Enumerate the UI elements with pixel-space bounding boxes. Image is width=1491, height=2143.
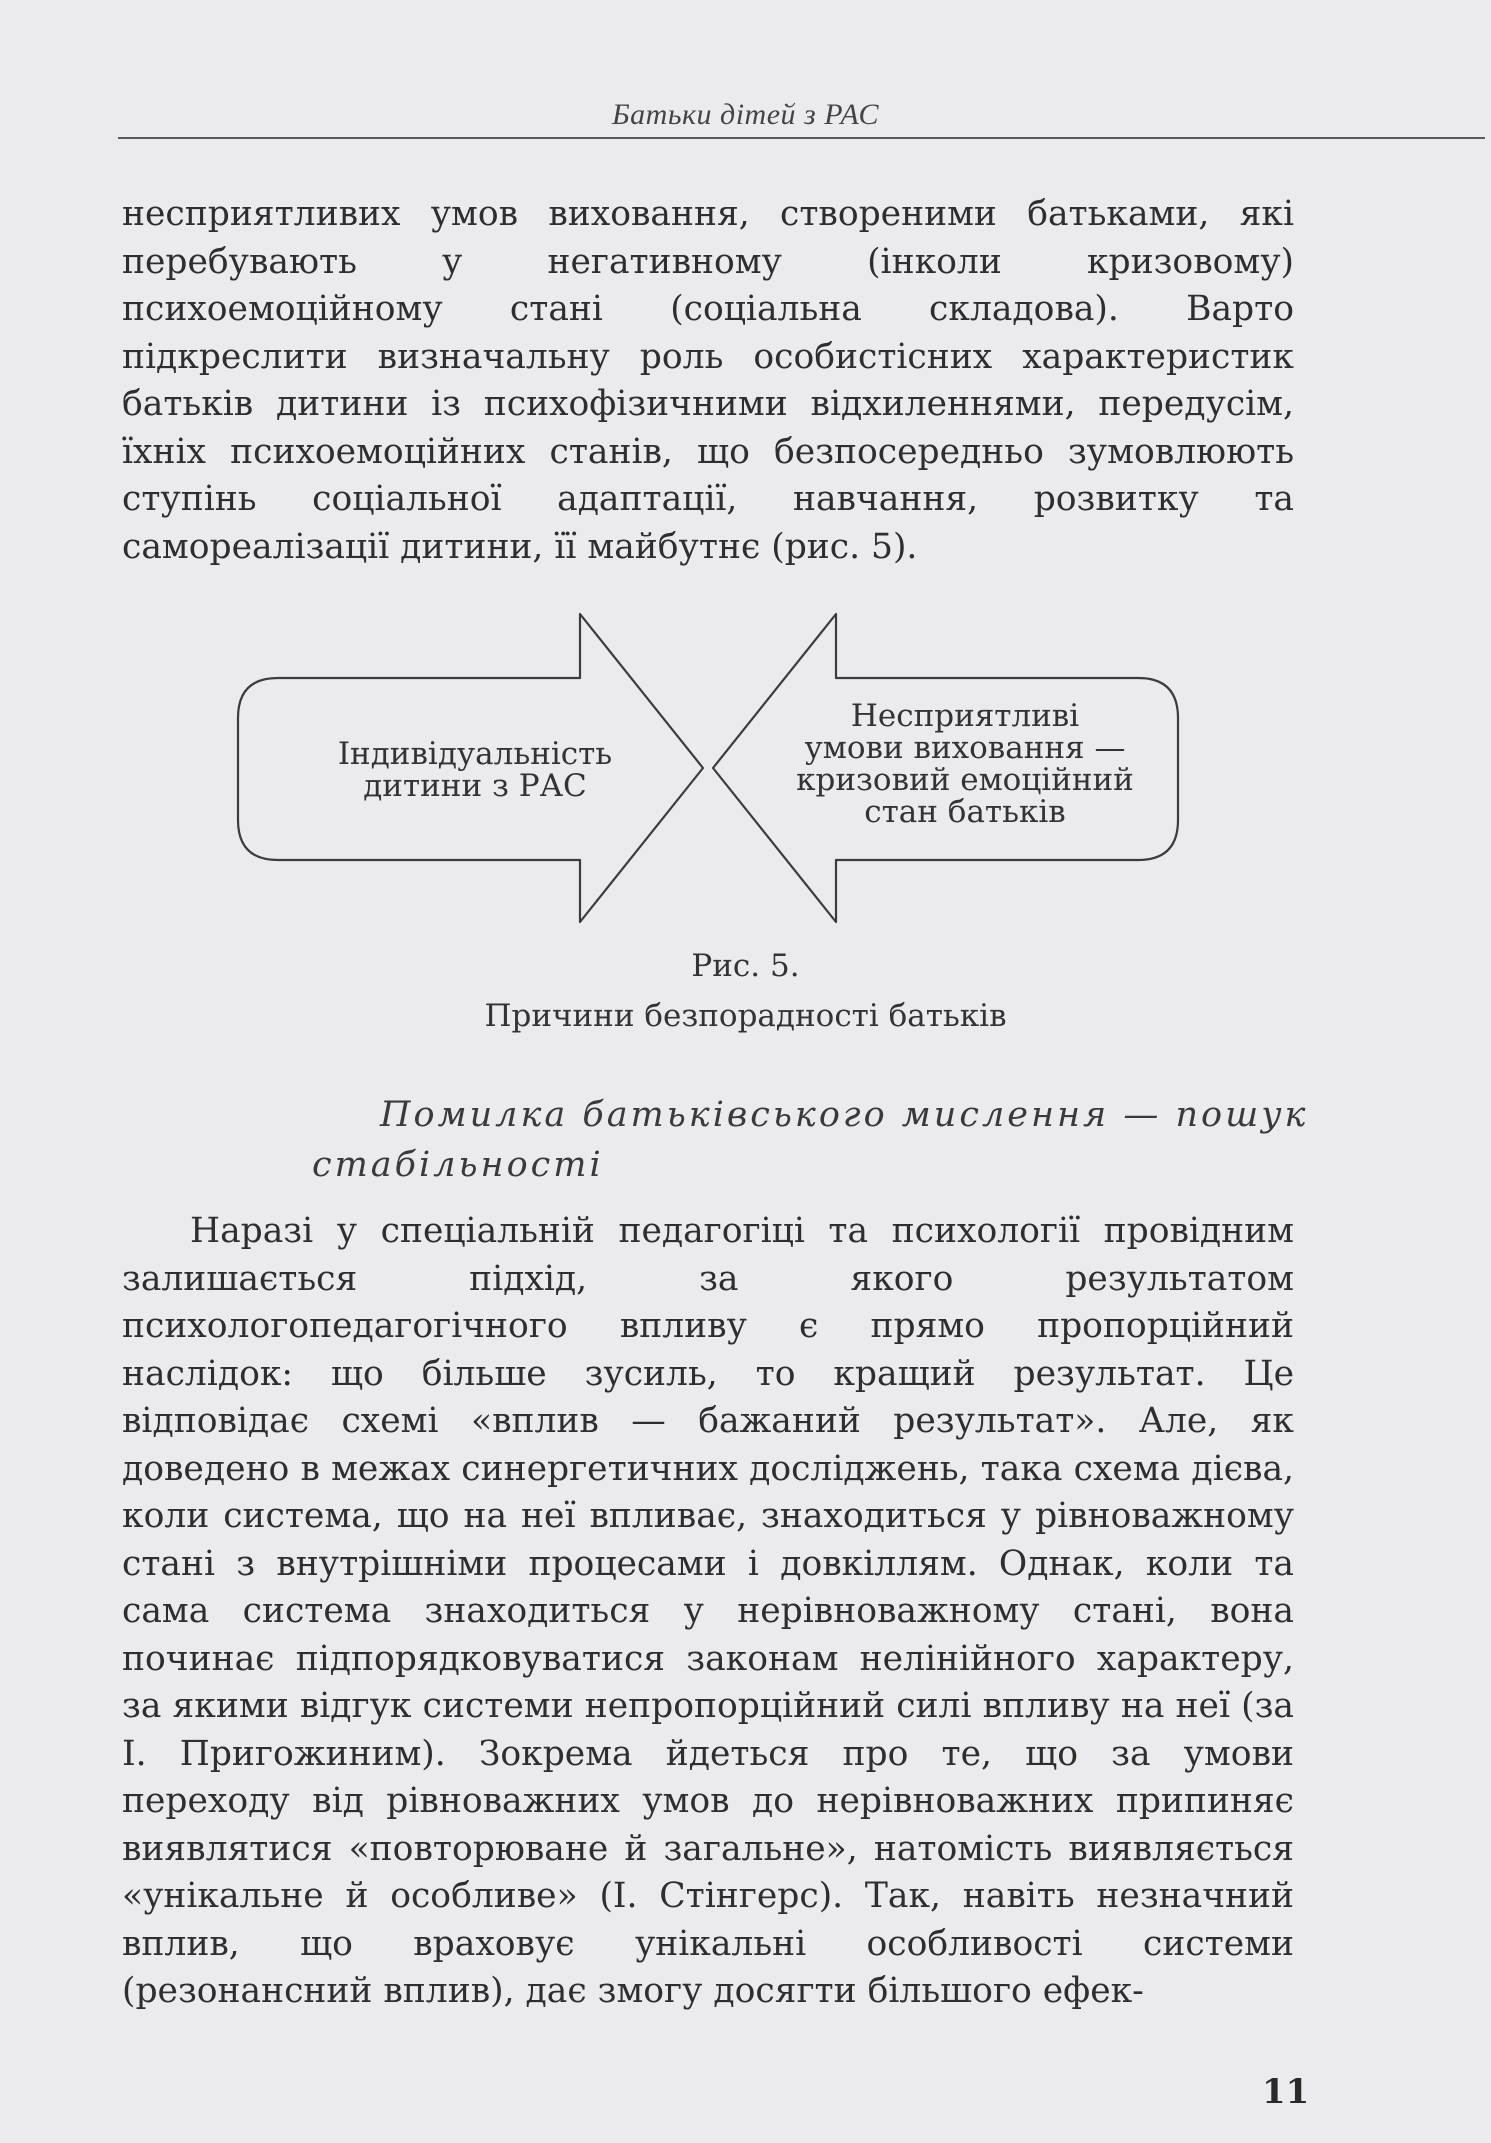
body-paragraph-1: несприятливих умов виховання, створеними батьками, які перебувають у негативному (інколи кризовому) психоемоційному стані (соціальна складова). Варто підкреслити визначальну роль особистісних характеристик батьків дитини із психофізичними відхиленнями, передусім, їхніх психоемоційних станів, що безпосередньо зумовлюють ступінь соціальної адаптації, навчання, розвитку та самореалізації дитини, її майбутнє (рис. 5). (122, 194, 1294, 567)
body-paragraph-2: Наразі у спеціальній педагогіці та психології провідним залишається підхід, за якого результатом психологопедагогічного впливу є прямо пропорційний наслідок: що більше зусиль, то кращий результат. Це відповідає схемі «вплив — бажаний результат». Але, як доведено в межах синергетичних досліджень, така схема дієва, коли система, що на неї впливає, знаходиться у рівноважному стані з внутрішніми процесами і довкіллям. Однак, коли та сама система знаходиться у нерівноважному стані, вона починає підпорядковуватися законам нелінійного характеру, за якими відгук системи непропорційний силі впливу на неї (за І. Пригожиним). Зокрема йдеться про те, що за умови переходу від рівноважних умов до нерівноважних припиняє виявлятися «повторюване й загальне», натомість виявляється «унікальне й особливе» (І. Стінгерс). Так, навіть незначний вплив, що враховує унікальні особливості системи (резонансний вплив), дає змогу досягти більшого ефек- (122, 1211, 1294, 2011)
right-box-label (735, 700, 1195, 828)
header-rule (118, 137, 1485, 139)
section-subheading-line-1: Помилка батьківського мислення — пошук (380, 1095, 1309, 1135)
section-subheading-line-2: стабільності (312, 1145, 604, 1185)
left-box-line: Індивідуальність (337, 736, 613, 772)
right-box-line: Несприятливі (850, 698, 1080, 734)
right-box-line: умови виховання — (804, 730, 1126, 766)
running-head: Батьки дітей з РАС (611, 98, 880, 131)
left-box-label (280, 738, 670, 802)
figure-caption-number: Рис. 5. (691, 948, 800, 984)
right-box-line: кризовий емоційний (796, 762, 1134, 798)
right-box-line: стан батьків (864, 794, 1066, 830)
page-number: 11 (1262, 2072, 1310, 2112)
figure-caption-title: Причини безпорадності батьків (484, 998, 1007, 1034)
left-box-line: дитини з РАС (363, 768, 587, 804)
